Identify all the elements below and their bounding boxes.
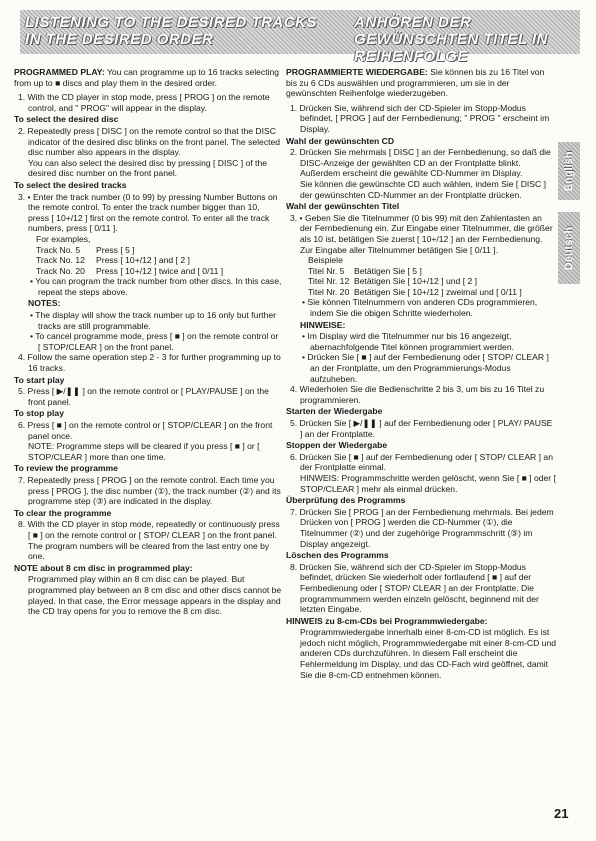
- heading-stop-play: To stop play: [14, 408, 64, 419]
- step-4: 4. Follow the same operation step 2 - 3 for further programming up to 16 tracks.: [18, 352, 281, 374]
- step-7: 7. Repeatedly press [ PROG ] on the remote control. Each time you press [ PROG ], the disc number (①), the track number (②) and its programme step (③) are indicated in the display.: [18, 474, 281, 507]
- step-5: 5. Press [ ▶/❚❚ ] on the remote control or [ PLAY/PAUSE ] on the front panel.: [18, 386, 269, 407]
- language-tab-english: English: [558, 142, 580, 200]
- heading-start-play: To start play: [14, 374, 65, 385]
- example-row: [286, 287, 556, 298]
- step-1: 1. Drücken Sie, während sich der CD-Spieler im Stopp-Modus befindet, [ PROG ] auf der Fernbedienung; " PROG " erscheint im Display.: [290, 102, 550, 134]
- step-7: 7. Drücken Sie [ PROG ] an der Fernbedienung mehrmals. Bei jedem Drücken von [ PROG ] werden die CD-Nummer (①), die Titelnummer (②) und der zugehörige Programmschritt (③) im Display angezeigt.: [290, 506, 554, 549]
- note-8cm-heading: HINWEIS zu 8-cm-CDs bei Programmwiedergabe:: [286, 615, 488, 626]
- example-row: [14, 255, 282, 266]
- example-value: Betätigen Sie [ 10+/12 ] und [ 2 ]: [354, 276, 478, 287]
- step-8: 8. Drücken Sie, während sich der CD-Spieler im Stopp-Modus befindet, drücken Sie wiederholt oder fortlaufend [ ■ ] auf der Fernbedienung oder [ STOP/ CLEAR ] an der Frontplatte. Die programmummern werden einzeln gelöscht, beginnend mit der letzten Eingabe.: [290, 561, 539, 615]
- note-item: • Im Display wird die Titelnummer nur bis 16 angezeigt, abernachfolgende Titel können programmiert werden.: [302, 331, 514, 352]
- heading-review: Überprüfung des Programms: [286, 495, 406, 506]
- example-key: Titel Nr. 12: [308, 276, 350, 287]
- notes-heading: HINWEISE:: [300, 319, 346, 330]
- step-2: 2. Repeatedly press [ DISC ] on the remote control so that the DISC indicator of the desired disc blinks on the front panel. The selected disc number also appears in the display.: [18, 125, 281, 158]
- example-value: Press [ 5 ]: [96, 244, 135, 255]
- section-header-banner: [20, 10, 580, 65]
- step-1: 1. With the CD player in stop mode, press [ PROG ] on the remote control, and " PROG" will appear in the display.: [18, 92, 270, 113]
- example-row: [14, 245, 282, 256]
- example-key: Titel Nr. 20: [308, 286, 350, 297]
- example-value: Press [ 10+/12 ] twice and [ 0/11 ]: [96, 265, 224, 276]
- step-4: 4. Wiederholen Sie die Bedienschritte 2 bis 3, um bis zu 16 Titel zu programmieren.: [290, 384, 545, 405]
- step-3: 3. • Geben Sie die Titelnummer (0 bis 99) mit den Zahlentasten an der Fernbedienung ein. Zur Eingabe einer Titelnummer, die größer als 10 ist, betätigen Sie zuerst [ 10+/12 ] an der Fernbedienung. Zur Eingabe aller Titelnummer betätigen Sie [ 0/11 ].: [290, 212, 553, 255]
- intro-heading: PROGRAMMIERTE WIEDERGABE:: [286, 67, 428, 77]
- intro-text: Sie können bis zu 16 Titel von bis zu 6 CDs auswählen und programmieren, um sie in der gewünschten Reihenfolge wiederzugeben.: [286, 67, 545, 99]
- heading-clear: To clear the programme: [14, 507, 112, 518]
- note-item: • The display will show the track number up to 16 only but further tracks are still programmable.: [30, 310, 276, 331]
- step-2-note: You can also select the desired disc by pressing [ DISC ] of the desired disc number on the front panel.: [28, 157, 268, 179]
- step-3-other-discs: • You can program the track number from other discs. In this case, repeat the steps above.: [30, 276, 282, 297]
- example-value: Betätigen Sie [ 5 ]: [354, 265, 422, 276]
- header-title-english: LISTENING TO THE DESIRED TRACKS IN THE DESIRED ORDER: [25, 14, 317, 48]
- heading-review: To review the programme: [14, 463, 118, 474]
- stop-note: HINWEIS: Programmschritte werden gelöscht, wenn Sie [ ■ ] oder [ STOP/CLEAR ] mehr als einmal drücken.: [300, 472, 556, 494]
- step-3: 3. • Enter the track number (0 to 99) by pressing Number Buttons on the remote control. To enter the track number bigger than 10, press [ 10+/12 ] first on the remote control. To enter all the track numbers, press [ 0/11 ].: [18, 191, 278, 234]
- example-key: Track No. 20: [36, 265, 85, 276]
- heading-select-disc: Wahl der gewünschten CD: [286, 135, 395, 146]
- heading-stop-play: Stoppen der Wiedergabe: [286, 440, 388, 451]
- step-2: 2. Drücken Sie mehrmals [ DISC ] an der Fernbedienung, so daß die DISC-Anzeige der gewählten CD an der Frontplatte blinkt. Außerdem erscheint die gewählte CD-Nummer im Display.: [290, 147, 551, 179]
- german-column: [286, 67, 556, 680]
- example-key: Track No. 5: [36, 244, 81, 255]
- header-title-german: ANHÖREN DER GEWÜNSCHTEN TITEL IN REIHENFOLGE: [354, 14, 548, 65]
- heading-clear: Löschen des Programms: [286, 550, 389, 561]
- intro-heading: PROGRAMMED PLAY:: [14, 67, 105, 77]
- example-row: [286, 276, 556, 287]
- heading-start-play: Starten der Wiedergabe: [286, 406, 383, 417]
- example-value: Betätigen Sie [ 10+/12 ] zweimal und [ 0/11 ]: [354, 286, 522, 297]
- step-3-other-discs: • Sie können Titelnummern von anderen CDs programmieren, indem Sie die obigen Schritte wiederholen.: [302, 297, 538, 319]
- example-key: Track No. 12: [36, 255, 85, 266]
- note-8cm-heading: NOTE about 8 cm disc in programmed play:: [14, 562, 193, 573]
- english-column: [14, 67, 282, 617]
- step-5: 5. Drücken Sie [ ▶/❚❚ ] auf der Fernbedienung oder [ PLAY/ PAUSE ] an der Frontplatte.: [290, 418, 553, 439]
- example-key: Titel Nr. 5: [308, 265, 345, 276]
- page-number: 21: [554, 806, 569, 821]
- heading-select-tracks: Wahl der gewünschten Titel: [286, 201, 400, 212]
- heading-select-tracks: To select the desired tracks: [14, 179, 127, 190]
- note-8cm-text: Programmed play within an 8 cm disc can be played. But programmed play between an 8 cm disc and other discs cannot be played. In that case, the Error message appears in the display and the CD tray opens for you to remove the 8 cm disc.: [28, 574, 282, 617]
- stop-note: NOTE: Programme steps will be cleared if you press [ ■ ] or [ STOP/CLEAR ] more than one time.: [28, 441, 260, 462]
- step-6: 6. Press [ ■ ] on the remote control or [ STOP/CLEAR ] on the front panel once.: [18, 420, 273, 441]
- notes-heading: NOTES:: [28, 298, 61, 309]
- example-row: [286, 266, 556, 277]
- examples-label: Beispiele: [308, 255, 343, 266]
- step-2-note: Sie können die gewünschte CD auch wählen, indem Sie [ DISC ] der gewünschten CD-Nummer an der Frontplatte drücken.: [300, 178, 547, 200]
- note-8cm-text: Programmwiedergabe innerhalb einer 8-cm-CD ist möglich. Es ist jedoch nicht möglich, Programmwiedergabe mit einer 8-cm-CD und anderen CDs durchzuführen. In diesem Fall erscheint die Fehlermeldung im Display, und das CD-Fach wird geöffnet, damit Sie die 8-cm-CD entnehmen können.: [300, 627, 557, 680]
- heading-select-disc: To select the desired disc: [14, 114, 119, 125]
- example-row: [14, 266, 282, 277]
- note-item: • Drücken Sie [ ■ ] auf der Fernbedienung oder [ STOP/ CLEAR ] an der Frontplatte, um den Programmierungs-Modus aufzuheben.: [302, 352, 549, 384]
- language-tab-deutsch: Deutsch: [558, 212, 580, 284]
- step-6: 6. Drücken Sie [ ■ ] auf der Fernbedienung oder [ STOP/ CLEAR ] an der Frontplatte einmal.: [290, 451, 553, 473]
- step-8: 8. With the CD player in stop mode, repeatedly or continuously press [ ■ ] on the remote control or [ STOP/ CLEAR ] on the front panel. The program numbers will be cleared from the last entry one by one.: [18, 519, 280, 562]
- note-item: • To cancel programme mode, press [ ■ ] on the remote control or [ STOP/CLEAR ] on the front panel.: [30, 331, 279, 352]
- intro-text: You can programme up to 16 tracks selecting from up to ■ discs and play them in the desired order.: [14, 67, 280, 88]
- examples-label: For examples,: [36, 233, 91, 244]
- example-value: Press [ 10+/12 ] and [ 2 ]: [96, 255, 190, 266]
